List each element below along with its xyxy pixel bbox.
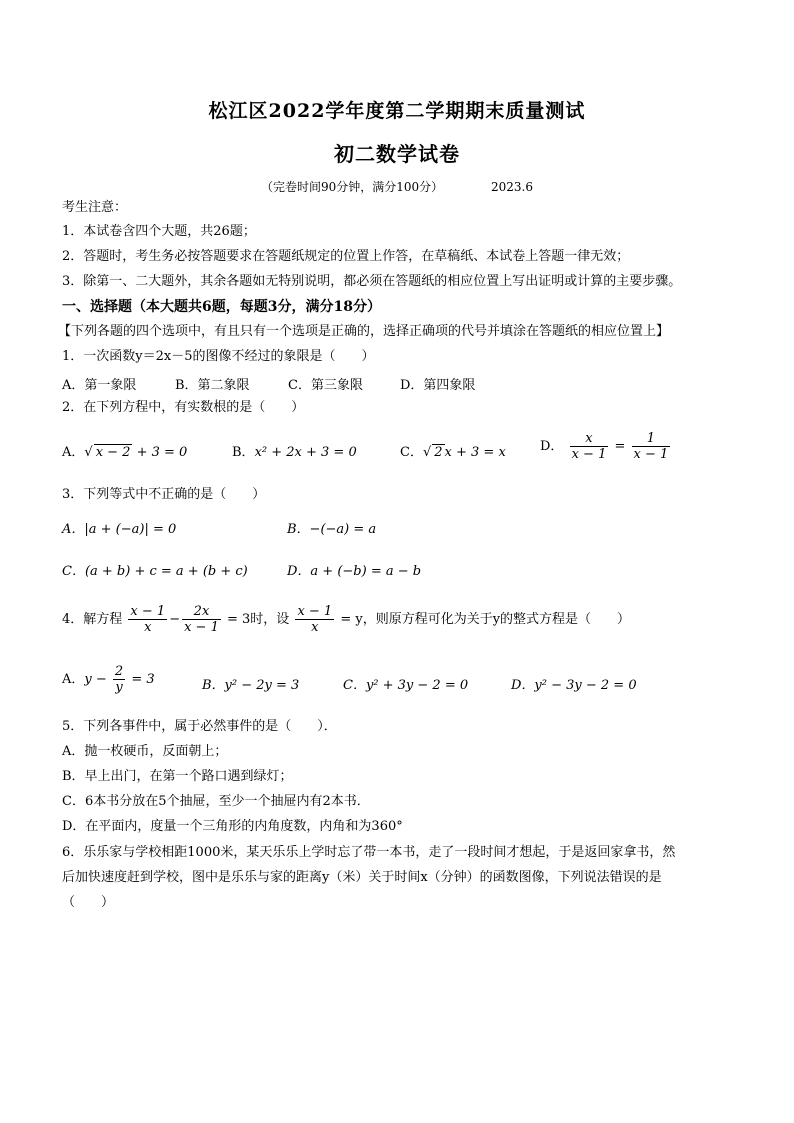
- q4-stem: [62, 604, 630, 635]
- q4-f2-num: 2x: [182, 604, 221, 620]
- q3-option-b: B．−(−a) = a: [287, 522, 377, 537]
- q4-f2-den: x − 1: [184, 620, 219, 635]
- q4-a-num: 2: [114, 664, 124, 679]
- q2-d-den2: x − 1: [633, 447, 669, 462]
- q4-mid: = 3时，设: [227, 612, 290, 627]
- q2-d-num1: x: [570, 431, 609, 447]
- q2-option-c: C．√ 2 x + 3 = x: [400, 445, 506, 460]
- q1-stem: 1．一次函数y＝2x－5的图像不经过的象限是（ ）: [62, 349, 375, 364]
- q4-f1-den: x: [144, 620, 152, 635]
- q4-option-c: C．y² + 3y − 2 = 0: [343, 678, 469, 693]
- q4-f3-num: x − 1: [297, 604, 333, 619]
- q1-option-b: B．第二象限: [175, 378, 250, 393]
- q1-option-a: A．第一象限: [62, 378, 137, 393]
- q2-a-label: A．: [62, 445, 85, 460]
- q4-a-label: A．: [62, 672, 85, 687]
- q4-prefix: 4．解方程: [62, 612, 123, 627]
- section-heading: 一、选择题（本大题共6题，每题3分，满分18分）: [62, 299, 381, 315]
- q6-line-1: 6．乐乐家与学校相距1000米，某天乐乐上学时忘了带一本书，走了一段时间才想起，于是返回家拿书，然: [62, 845, 676, 860]
- exam-meta: [0, 178, 794, 195]
- q4-fraction-2: [182, 604, 221, 635]
- q5-option-b: B．早上出门，在第一个路口遇到绿灯；: [62, 769, 293, 784]
- q4-minus: −: [169, 612, 181, 627]
- q2-option-a: A．√ x − 2 + 3 = 0: [62, 445, 188, 460]
- q6-line-3: （ ）: [62, 895, 115, 910]
- exam-subtitle: 初二数学试卷: [334, 142, 460, 166]
- q3-stem: 3．下列等式中不正确的是（ ）: [62, 487, 266, 502]
- q4-a-fraction: [113, 664, 125, 695]
- q4-option-a: [62, 664, 155, 695]
- q2-a-rest: + 3 = 0: [132, 445, 188, 460]
- q3-option-c: C．(a + b) + c = a + (b + c): [62, 564, 248, 579]
- q4-suffix: = y，则原方程可化为关于y的整式方程是（ ）: [340, 612, 631, 627]
- q6-line-2: 后加快速度赶到学校，图中是乐乐与家的距离y（米）关于时间x（分钟）的函数图像，下列说法错误的是: [62, 870, 662, 885]
- q4-option-b: B．y² − 2y = 3: [202, 678, 300, 693]
- notice-item-2: 2．答题时，考生务必按答题要求在答题纸规定的位置上作答，在草稿纸、本试卷上答题一律无效；: [62, 249, 630, 264]
- exam-title: 松江区2022学年度第二学期期末质量测试: [208, 100, 586, 122]
- q2-d-equals: =: [614, 439, 626, 454]
- q3-option-d: D．a + (−b) = a − b: [287, 564, 422, 579]
- q2-b-expr: x² + 2x + 3 = 0: [254, 445, 357, 460]
- q4-a-den: y: [115, 680, 123, 695]
- q4-fraction-3: [295, 604, 334, 635]
- q4-a-pre: y −: [84, 672, 107, 687]
- q5-stem: 5．下列各事件中，属于必然事件的是（ ）．: [62, 719, 337, 734]
- q2-d-num2: 1: [632, 431, 671, 447]
- q5-option-a: A．抛一枚硬币，反面朝上；: [62, 744, 228, 759]
- exam-date: 2023.6: [491, 180, 533, 194]
- q2-d-fraction-right: [632, 431, 671, 462]
- q2-c-rest: x + 3 = x: [444, 445, 506, 460]
- notice-heading: 考生注意：: [62, 200, 128, 215]
- notice-item-3: 3．除第一、二大题外，其余各题如无特别说明，都必须在答题纸的相应位置上写出证明或计算的主要步骤。: [62, 274, 682, 289]
- q3-option-a: A．|a + (−a)| = 0: [62, 522, 177, 537]
- q4-a-post: = 3: [131, 672, 155, 687]
- q1-option-d: D．第四象限: [400, 378, 476, 393]
- q2-d-den1: x − 1: [571, 447, 607, 462]
- q2-c-radicand: 2: [434, 445, 443, 460]
- notice-item-1: 1．本试卷含四个大题，共26题；: [62, 224, 256, 239]
- q2-option-b: [232, 441, 357, 460]
- q4-f1-num: x − 1: [130, 604, 166, 619]
- exam-duration: （完卷时间90分钟，满分100分）: [260, 180, 444, 194]
- q2-stem: 2．在下列方程中，有实数根的是（ ）: [62, 400, 305, 415]
- q5-option-c: C．6本书分放在5个抽屉，至少一个抽屉内有2本书．: [62, 794, 370, 809]
- q2-c-label: C．: [400, 445, 423, 460]
- q1-option-c: C．第三象限: [288, 378, 363, 393]
- q2-b-label: B．: [232, 445, 255, 460]
- q2-option-d: [540, 431, 672, 462]
- q4-f3-den: x: [311, 620, 319, 635]
- q5-option-d: D．在平面内，度量一个三角形的内角度数，内角和为360°: [62, 819, 403, 834]
- q2-d-fraction-left: [570, 431, 609, 462]
- q4-option-d: D．y² − 3y − 2 = 0: [511, 678, 637, 693]
- q4-fraction-1: [128, 604, 167, 635]
- q2-a-radicand: x − 2: [95, 445, 131, 460]
- section-instruction: 【下列各题的四个选项中，有且只有一个选项是正确的，选择正确项的代号并填涂在答题纸的相应位置上】: [58, 324, 670, 339]
- q2-d-label: D．: [540, 439, 564, 454]
